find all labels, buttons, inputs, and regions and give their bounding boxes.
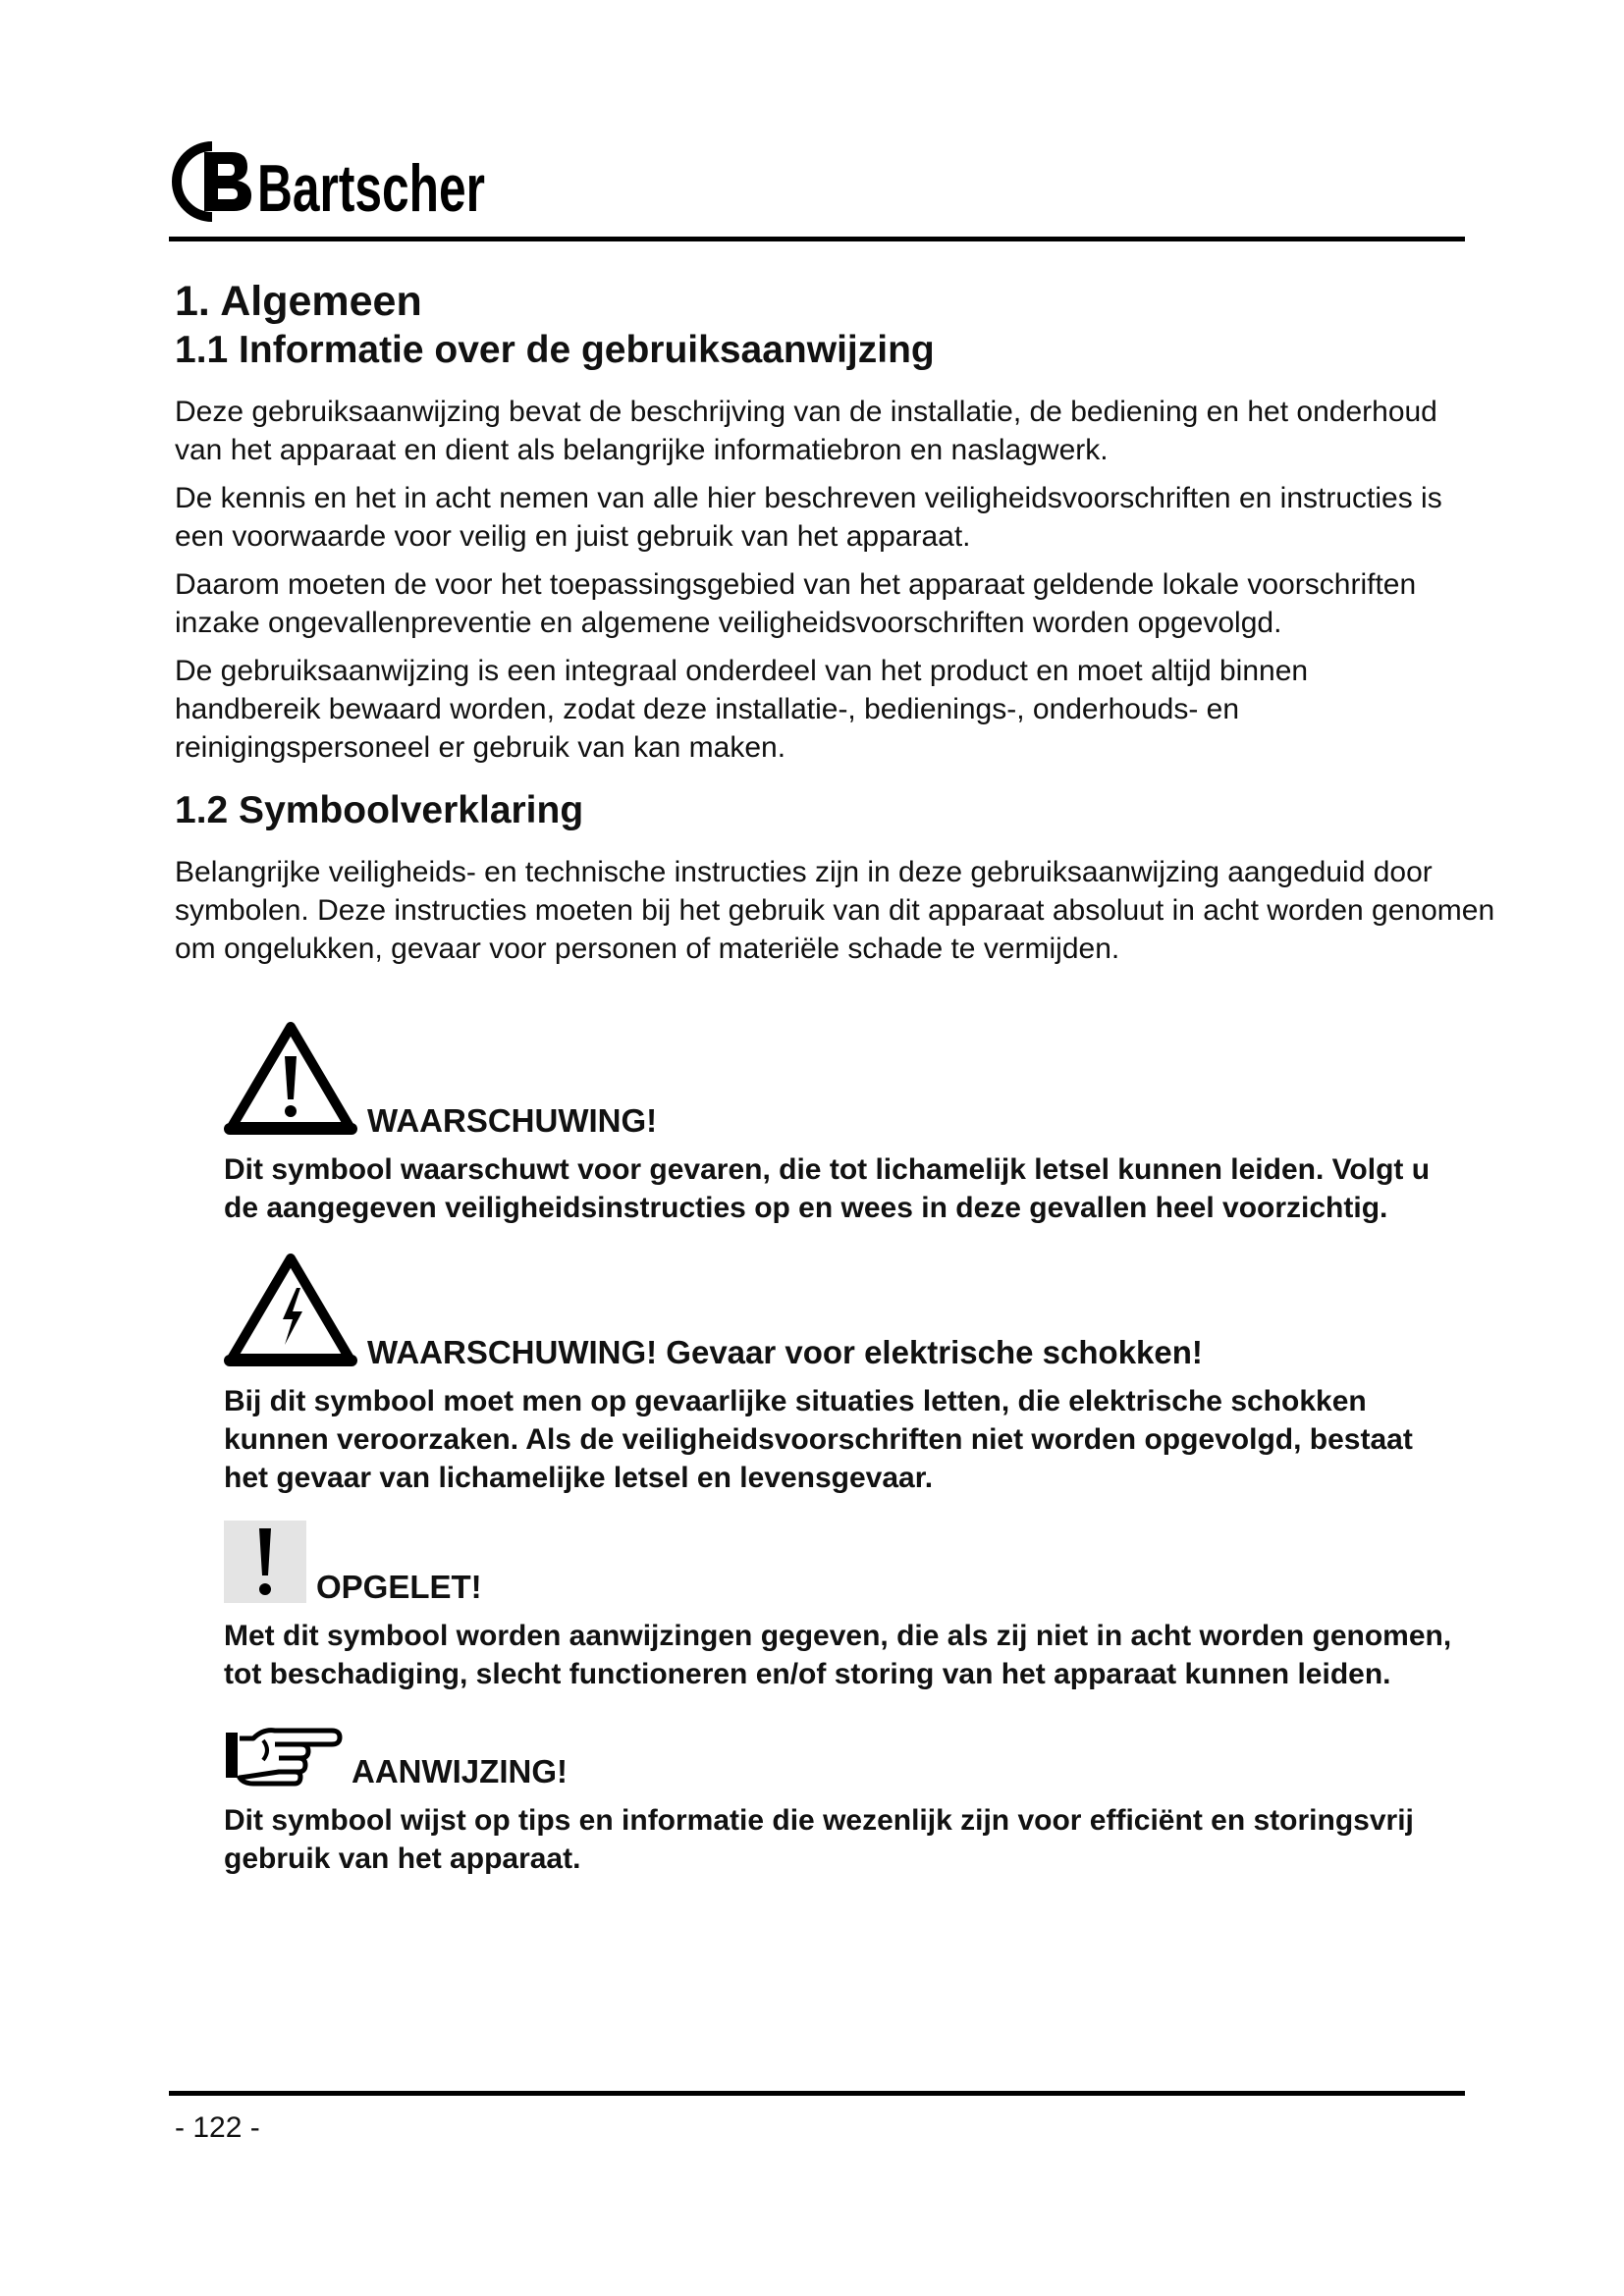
notice-text: Bij dit symbool moet men op gevaarlijke situaties letten, die elektrische schokken kunnen veroorzaken. Als de veiligheidsvoorschriften niet worden opgevolgd, bestaat het gevaar van lichamelijke letsel en levensgevaar.: [224, 1385, 1413, 1494]
pointing-hand-icon: [224, 1719, 342, 1788]
notice-text: Dit symbool wijst op tips en informatie die wezenlijk zijn voor efficiënt en storingsvrij gebruik van het apparaat.: [224, 1804, 1414, 1875]
notice-note: [224, 1719, 1461, 1878]
notice-title: OPGELET!: [316, 1569, 482, 1605]
subsection-title-info: 1.1 Informatie over de gebruiksaanwijzing: [175, 329, 935, 371]
brand-text: Bartscher: [257, 151, 485, 226]
symbols-intro: Belangrijke veiligheids- en technische instructies zijn in deze gebruiksaanwijzing aangeduid door symbolen. Deze instructies moeten bij het gebruik van dit apparaat absoluut in acht worden genomen om ongelukken, gevaar voor personen of materiële schade te vermijden.: [175, 856, 1495, 965]
notice-warning: [224, 1019, 1461, 1227]
header-divider: [169, 237, 1465, 241]
paragraph: Deze gebruiksaanwijzing bevat de beschrijving van de installatie, de bediening en het onderhoud van het apparaat en dient als belangrijke informatiebron en naslagwerk.: [175, 396, 1437, 466]
paragraph: De gebruiksaanwijzing is een integraal onderdeel van het product en moet altijd binnen handbereik bewaard worden, zodat deze installatie-, bedienings-, onderhouds- en reinigingspersoneel er gebruik van kan maken.: [175, 655, 1309, 764]
notice-electric: [224, 1251, 1461, 1497]
notice-text: Met dit symbool worden aanwijzingen gegeven, die als zij niet in acht worden genomen, tot beschadiging, slecht functioneren en/of storing van het apparaat kunnen leiden.: [224, 1620, 1452, 1690]
notice-title: WAARSCHUWING!: [367, 1102, 658, 1139]
exclamation-box-icon: [224, 1521, 306, 1603]
notice-list: [224, 1019, 1461, 1878]
brand-logo: [175, 132, 489, 230]
paragraph: De kennis en het in acht nemen van alle hier beschreven veiligheidsvoorschriften en instructies is een voorwaarde voor veilig en juist gebruik van het apparaat.: [175, 482, 1442, 553]
page-content: [175, 277, 1530, 1878]
section-title: 1. Algemeen: [175, 278, 422, 325]
notice-caution: [224, 1521, 1461, 1693]
footer-divider: [169, 2091, 1465, 2096]
warning-triangle-icon: [224, 1019, 357, 1137]
notice-title: WAARSCHUWING! Gevaar voor elektrische schokken!: [367, 1334, 1203, 1370]
subsection-title-symbols: 1.2 Symboolverklaring: [175, 789, 584, 831]
bartscher-logo-icon: [175, 136, 489, 225]
paragraph: Daarom moeten de voor het toepassingsgebied van het apparaat geldende lokale voorschriften inzake ongevallenpreventie en algemene veiligheidsvoorschriften worden opgevolgd.: [175, 568, 1417, 639]
notice-title: AANWIJZING!: [352, 1753, 568, 1789]
notice-text: Dit symbool waarschuwt voor gevaren, die tot lichamelijk letsel kunnen leiden. Volgt u de aangegeven veiligheidsinstructies op en wees in deze gevallen heel voorzichtig.: [224, 1153, 1431, 1224]
page-number: - 122 -: [175, 2111, 260, 2144]
high-voltage-triangle-icon: [224, 1251, 357, 1368]
